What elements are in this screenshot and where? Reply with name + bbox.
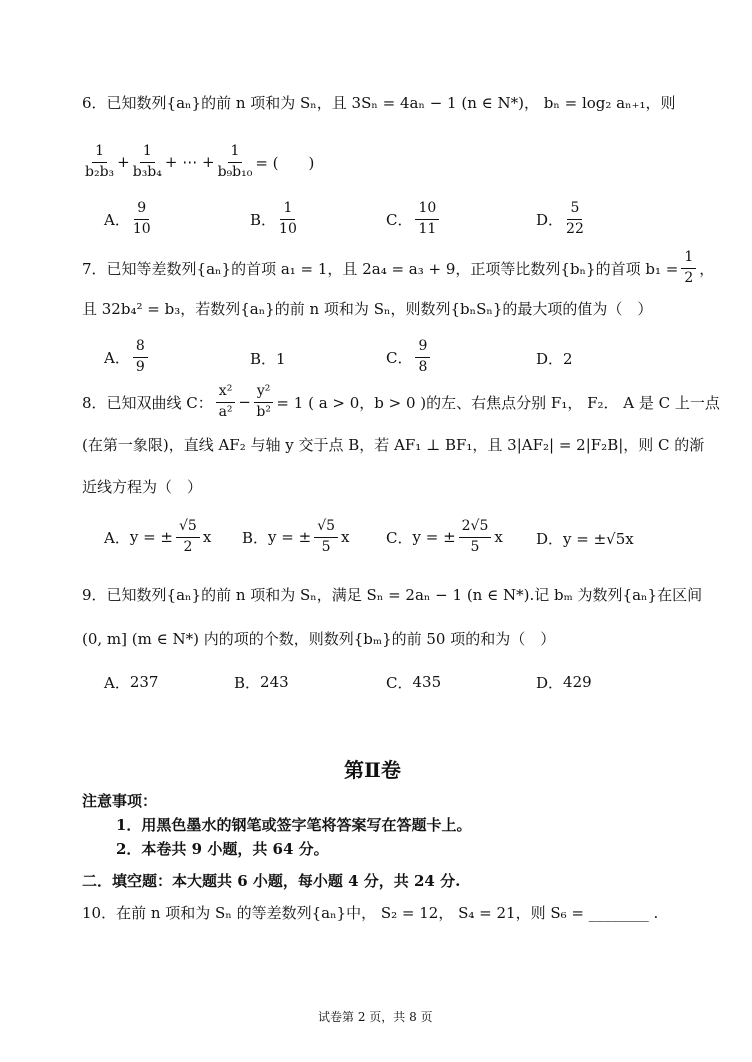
q8-option-d: D． y = ±√5x (536, 529, 634, 548)
fill-in-section-title: 二．填空题：本大题共 6 小题，每小题 4 分，共 24 分. (82, 872, 461, 890)
q8-option-c: C． y = ± $\frac{2√5}{5}$ x (386, 518, 503, 555)
q6-option-d: D． $\frac{5}{22}$ (536, 200, 584, 237)
q10-stem: 10．在前 n 项和为 Sₙ 的等差数列{aₙ}中， S₂ = 12， S₄ = 21，则 S₆ = ________ . (82, 904, 659, 922)
q8-option-a: A． y = ± $\frac{√5}{2}$ x (104, 518, 212, 555)
q7-option-b: B． 1 (250, 349, 286, 368)
q7-options (104, 336, 704, 378)
notice-item-2: 2．本卷共 9 小题，共 64 分。 (116, 840, 329, 858)
q6-option-b: B． $\frac{1}{10}$ (250, 200, 297, 237)
q8-stem-line1: 8．已知双曲线 C： $\frac{\text{x²}}{\text{a²}}$ − $\frac{\text{y²}}{\text{b²}}$ = 1 ( a > 0，b > 0 )的左、右焦点分别 F₁， F₂． A 是 C 上一点 (82, 383, 720, 420)
q6-stem: 6．已知数列{aₙ}的前 n 项和为 Sₙ，且 3Sₙ = 4aₙ − 1 (n ∈ N*)， bₙ = log₂ aₙ₊₁，则 (82, 94, 676, 112)
q8-stem-line2: (在第一象限)，直线 AF₂ 与轴 y 交于点 B，若 AF₁ ⊥ BF₁，且 3|AF₂| = 2|F₂B|，则 C 的渐 (82, 436, 705, 454)
notice-item-1: 1．用黑色墨水的钢笔或签字笔将答案写在答题卡上。 (116, 816, 472, 834)
section-title: 第Ⅱ卷 (344, 758, 401, 782)
q8-option-b: B． y = ± $\frac{√5}{5}$ x (242, 518, 350, 555)
q8-options (104, 514, 724, 560)
notice-title: 注意事项： (82, 792, 158, 810)
q9-option-c: C． 435 (386, 673, 442, 692)
q7-option-a: A． $\frac{8}{9}$ (104, 339, 151, 375)
q6-term-3: $\frac{1}{\text{b₉b₁₀}}$ (217, 143, 253, 180)
page-footer: 试卷第 2 页，共 8 页 (318, 1010, 433, 1024)
q6-term-2: $\frac{1}{\text{b₃b₄}}$ (132, 143, 162, 180)
q7-option-d: D． 2 (536, 349, 573, 368)
q8-stem-line3: 近线方程为（ ） (82, 478, 203, 496)
q7-stem-line1: 7．已知等差数列{aₙ}的首项 a₁ = 1，且 2a₄ = a₃ + 9，正项等比数列{bₙ}的首项 b₁ = $\frac{1}{2}$ ， (82, 249, 715, 286)
q9-options (104, 672, 704, 692)
q9-option-d: D． 429 (536, 673, 592, 692)
q9-option-a: A． 237 (104, 673, 159, 692)
q9-stem-line2: (0, m] (m ∈ N*) 内的项的个数，则数列{bₘ}的前 50 项的和为（ ） (82, 630, 556, 648)
q7-option-c: C． $\frac{9}{8}$ (386, 339, 433, 375)
q6-option-c: C． $\frac{10}{11}$ (386, 201, 442, 237)
q6-term-1: $\frac{1}{\text{b₂b₃}}$ (85, 143, 115, 180)
q6-option-a: A． $\frac{9}{10}$ (104, 200, 151, 237)
q7-stem-line2: 且 32b₄² = b₃，若数列{aₙ}的前 n 项和为 Sₙ，则数列{bₙSₙ}的最大项的值为（ ） (82, 300, 653, 318)
q6-expression: $\frac{1}{\text{b₂b₃}}$ + $\frac{1}{\text{b₃b₄}}$ + ⋯ + $\frac{1}{\text{b₉b₁₀}}$ = ( ) (85, 143, 315, 180)
q6-options (104, 198, 704, 240)
q9-option-b: B． 243 (234, 673, 289, 692)
q9-stem-line1: 9．已知数列{aₙ}的前 n 项和为 Sₙ，满足 Sₙ = 2aₙ − 1 (n ∈ N*).记 bₘ 为数列{aₙ}在区间 (82, 586, 703, 604)
